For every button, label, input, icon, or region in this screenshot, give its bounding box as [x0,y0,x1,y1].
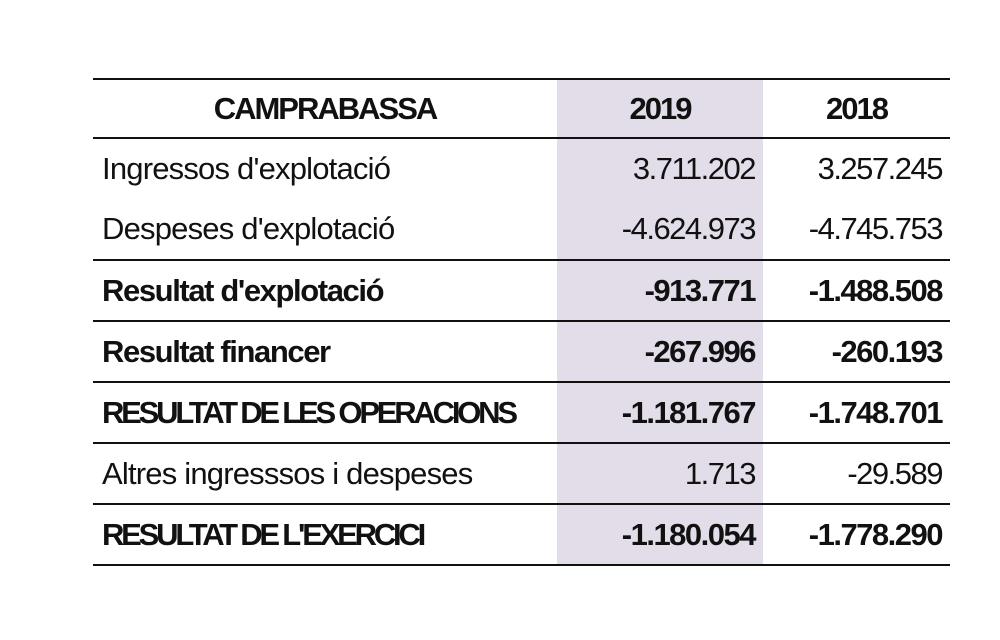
value-2018: -29.589 [847,455,942,491]
table-row [93,504,950,565]
year-2019-header: 2019 [629,90,691,126]
value-2018: -1.778.290 [808,516,942,552]
value-2019: -4.624.973 [621,211,755,246]
financial-table-container [93,78,950,566]
table-row [93,260,950,321]
table-header-row [93,79,950,138]
financial-table [93,78,950,566]
row-label: Despeses d'explotació [102,211,395,246]
value-2018: -260.193 [831,333,942,369]
table-row [93,138,950,199]
value-2019: 1.713 [684,455,755,491]
table-row [93,321,950,382]
row-label: RESULTAT DE LES OPERACIONS [102,394,515,430]
year-2018-header: 2018 [826,90,887,126]
company-name-header: CAMPRABASSA [213,90,437,126]
row-label: Resultat financer [102,333,330,369]
row-label: Altres ingresssos i despeses [102,455,473,491]
value-2019: -267.996 [644,333,755,369]
value-2018: -1.748.701 [808,394,942,430]
row-label: Ingressos d'explotació [102,151,391,186]
value-2018: -1.488.508 [808,272,942,308]
value-2019: -1.180.054 [621,516,755,552]
table-row [93,382,950,443]
table-row [93,199,950,260]
value-2019: -913.771 [644,272,755,308]
table-row [93,443,950,504]
value-2018: -4.745.753 [808,211,942,246]
row-label: Resultat d'explotació [102,272,384,308]
value-2019: 3.711.202 [632,151,755,186]
row-label: RESULTAT DE L'EXERCICI [102,516,424,552]
value-2018: 3.257.245 [817,151,942,186]
value-2019: -1.181.767 [621,394,755,430]
